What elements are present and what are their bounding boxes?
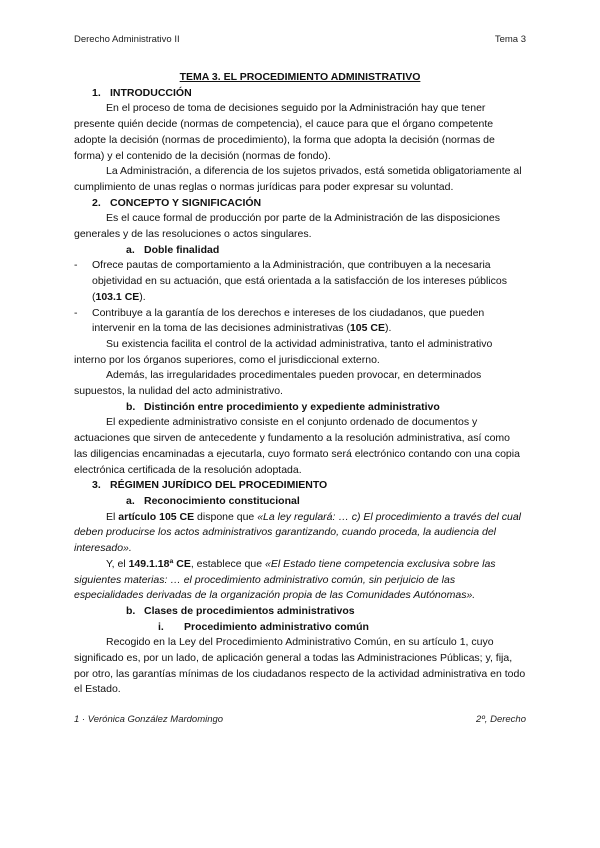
paragraph: En el proceso de toma de decisiones seguido por la Administración hay que tener presente quién decide (normas de competencia), el cauce para que el órgano competente adopte la decisión (normas de procedimiento), la forma que adopta la decisión (normas de forma) y el contenido de la decisión (normas de fondo). [74, 102, 495, 162]
text-run: Contribuye a la garantía de los derechos e intereses de los ciudadanos, que pueden intervenir en la toma de las decisiones administrativas ( [92, 306, 485, 335]
subsubsection-3bi-heading [74, 620, 526, 636]
text-run: Y, el [106, 557, 129, 570]
paragraph: Es el cauce formal de producción por parte de la Administración de las disposiciones generales y de las resoluciones o actos singulares. [74, 212, 500, 241]
list-item [74, 258, 526, 305]
list-item-text [92, 306, 526, 337]
paragraph: La Administración, a diferencia de los sujetos privados, está sometida obligatoriamente al cumplimiento de unas reglas o normas jurídicas para poder expresar su voluntad. [74, 165, 522, 193]
section-3-heading [74, 478, 526, 494]
section-title: CONCEPTO Y SIGNIFICACIÓN [110, 196, 262, 209]
subsection-title: Reconocimiento constitucional [144, 494, 300, 507]
legal-reference: 105 CE [349, 322, 385, 335]
list-item-text [92, 258, 526, 305]
section-title: INTRODUCCIÓN [110, 86, 192, 99]
legal-quote: «El Estado tiene competencia exclusiva sobre las siguientes materias: … el procedimiento administrativo común, sin perjuicio de las especialidades derivadas de la organización propia de las Comunidades Autónomas». [74, 557, 496, 602]
list-item [74, 306, 526, 337]
section-number: 3. [92, 479, 101, 492]
subsection-3a-heading [74, 494, 526, 510]
page-footer [74, 714, 526, 725]
section-number: 2. [92, 196, 101, 209]
section-1-heading [74, 86, 526, 102]
footer-course: 2º, Derecho [476, 714, 526, 725]
subsection-title: Clases de procedimientos administrativos [144, 604, 355, 617]
legal-quote: «La ley regulará: … c) El procedimiento a través del cual deben producirse los actos administrativos garantizando, cuando proceda, la audiencia del interesado». [74, 510, 522, 555]
subsection-2a-heading [74, 243, 526, 259]
paragraph [74, 510, 526, 557]
document-body [74, 70, 526, 698]
legal-reference: 103.1 CE [95, 290, 140, 303]
paragraph: Su existencia facilita el control de la actividad administrativa, tanto el administrativo interno por los órganos superiores, como el jurisdiccional externo. [74, 337, 493, 366]
text-run: El [106, 510, 119, 523]
subsubsection-title: Procedimiento administrativo común [184, 620, 369, 633]
page-header [74, 34, 526, 45]
subsection-letter: a. [126, 494, 135, 507]
footer-author: 1 · Verónica González Mardomingo [74, 714, 224, 725]
subsection-3b-heading [74, 604, 526, 620]
paragraph: El expediente administrativo consiste en el conjunto ordenado de documentos y actuaciones que sirven de antecedente y fundamento a la resolución administrativa, así como las diligencias encaminadas a ejecutarla, cuyo formato será electrónico contando con una copia electrónica certificada de la resolución adoptada. [74, 416, 520, 476]
section-title: RÉGIMEN JURÍDICO DEL PROCEDIMIENTO [110, 479, 328, 492]
section-number: 1. [92, 86, 101, 99]
document-title: TEMA 3. EL PROCEDIMIENTO ADMINISTRATIVO [179, 71, 421, 83]
section-2-heading [74, 196, 526, 212]
subsection-2b-heading [74, 400, 526, 416]
header-course: Derecho Administrativo II [74, 34, 180, 45]
text-run: ). [139, 290, 146, 303]
dash-bullet: - [74, 259, 78, 272]
text-run: Ofrece pautas de comportamiento a la Administración, que contribuyen a la necesaria objetividad en su actuación, que está orientada a la satisfacción de los intereses públicos ( [92, 259, 508, 303]
legal-reference: artículo 105 CE [118, 510, 195, 523]
text-run: , establece que [190, 557, 265, 570]
subsection-letter: b. [126, 604, 136, 617]
subsection-letter: b. [126, 400, 136, 413]
paragraph [74, 557, 526, 604]
header-topic: Tema 3 [494, 34, 526, 45]
subsection-title: Distinción entre procedimiento y expediente administrativo [144, 400, 440, 413]
subsubsection-numeral: i. [158, 620, 164, 633]
paragraph: Además, las irregularidades procedimentales pueden provocar, en determinados supuestos, la nulidad del acto administrativo. [74, 369, 482, 398]
paragraph: Recogido en la Ley del Procedimiento Administrativo Común, en su artículo 1, cuyo significado es, por un lado, de aplicación general a todas las Administraciones Públicas; y, fija, por otro, las garantías mínimas de los ciudadanos respecto de la actividad administrativa en todo el Estado. [74, 636, 526, 696]
text-run: dispone que [194, 510, 258, 523]
subsection-letter: a. [126, 243, 135, 256]
dash-bullet: - [74, 306, 78, 319]
text-run: ). [384, 322, 392, 335]
legal-reference: 149.1.18ª CE [128, 557, 191, 570]
subsection-title: Doble finalidad [144, 243, 220, 256]
